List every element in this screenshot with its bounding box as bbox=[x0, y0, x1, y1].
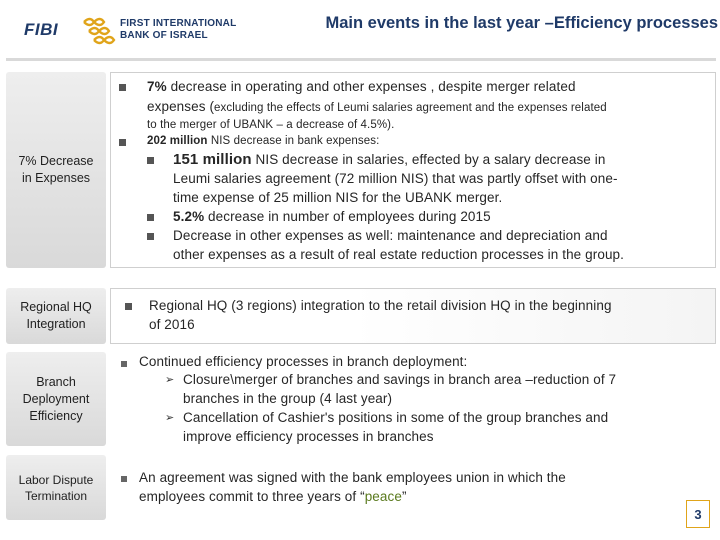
label-regional-line1: Regional HQ bbox=[20, 300, 92, 314]
regional-line1: Regional HQ (3 regions) integration to the retail division HQ in the beginning bbox=[149, 298, 612, 313]
branch-a2-line2: improve efficiency processes in branches bbox=[183, 429, 434, 444]
branch-a1-line1: Closure\merger of branches and savings in branch area –reduction of 7 bbox=[183, 372, 617, 387]
label-branch-deployment bbox=[6, 352, 106, 446]
content-expenses bbox=[110, 72, 716, 268]
branch-a1-line2: branches in the group (4 last year) bbox=[183, 391, 393, 406]
header bbox=[0, 0, 720, 60]
label-expenses bbox=[6, 72, 106, 268]
bank-name bbox=[120, 18, 236, 42]
expenses-s1-line2: Leumi salaries agreement (72 million NIS) that was partly offset with one- bbox=[173, 171, 618, 186]
expenses-s3-line1: Decrease in other expenses as well: maintenance and depreciation and bbox=[173, 228, 608, 243]
label-branch-text: Branch Deployment Efficiency bbox=[22, 374, 90, 423]
fibi-logo-icon bbox=[80, 14, 116, 48]
expenses-sub-2 bbox=[173, 208, 491, 227]
page-number: 3 bbox=[686, 500, 710, 528]
expenses-s1-bold: 151 million bbox=[173, 151, 252, 168]
expenses-b1-line2-main: expenses ( bbox=[147, 99, 215, 114]
labor-line2-post: ” bbox=[401, 489, 407, 504]
expenses-s1-line1: NIS decrease in salaries, effected by a salary decrease in bbox=[251, 152, 606, 167]
expenses-bullet-2 bbox=[147, 134, 379, 149]
content-regional-hq bbox=[110, 288, 716, 344]
label-labor-text: Labor Dispute Termination bbox=[18, 472, 94, 503]
bullet-square-icon bbox=[121, 476, 127, 482]
label-expenses-text: 7% Decrease in Expenses bbox=[18, 154, 94, 185]
branch-a2-line1: Cancellation of Cashier's positions in some of the group branches and bbox=[183, 410, 609, 425]
content-labor-dispute bbox=[110, 455, 716, 520]
expenses-s2-bold: 5.2% bbox=[173, 209, 205, 224]
bullet-square-icon bbox=[121, 361, 127, 367]
label-regional-hq-text bbox=[20, 299, 92, 333]
label-labor-dispute bbox=[6, 455, 106, 520]
regional-line2: of 2016 bbox=[149, 317, 195, 332]
expenses-sub-1 bbox=[173, 151, 605, 170]
header-divider bbox=[6, 58, 716, 61]
bullet-square-icon bbox=[119, 139, 126, 146]
expenses-s1-line3: time expense of 25 million NIS for the UBANK merger. bbox=[173, 190, 503, 205]
content-branch-deployment bbox=[110, 352, 716, 446]
bullet-square-icon bbox=[119, 84, 126, 91]
expenses-bullet-1 bbox=[147, 78, 712, 97]
label-regional-line2: Integration bbox=[26, 317, 86, 331]
fibi-logo-text: FIBI bbox=[24, 20, 59, 39]
arrow-bullet-icon: ➢ bbox=[165, 412, 175, 424]
label-regional-hq bbox=[6, 288, 106, 344]
expenses-b2-rest: NIS decrease in bank expenses: bbox=[207, 135, 380, 147]
expenses-b1-bold: 7% bbox=[147, 79, 167, 94]
expenses-b1-line1: decrease in operating and other expenses , despite merger related bbox=[166, 79, 576, 94]
page-title: Main events in the last year –Efficiency processes bbox=[325, 14, 718, 32]
branch-line1: Continued efficiency processes in branch deployment: bbox=[139, 354, 468, 369]
expenses-b2-bold: 202 million bbox=[147, 135, 208, 147]
arrow-bullet-icon: ➢ bbox=[165, 374, 175, 386]
labor-line2 bbox=[139, 488, 407, 507]
bank-name-line2: BANK OF ISRAEL bbox=[120, 30, 208, 41]
labor-line2-pre: employees commit to three years of “ bbox=[139, 489, 365, 504]
expenses-b1-line2 bbox=[147, 98, 712, 117]
expenses-s2-rest: decrease in number of employees during 2015 bbox=[204, 209, 491, 224]
expenses-b1-line2-small: excluding the effects of Leumi salaries agreement and the expenses related bbox=[214, 102, 607, 114]
bullet-square-icon bbox=[125, 303, 132, 310]
expenses-b1-line3: to the merger of UBANK – a decrease of 4.5%). bbox=[147, 119, 395, 131]
bullet-square-icon bbox=[147, 233, 154, 240]
bullet-square-icon bbox=[147, 157, 154, 164]
bank-name-line1: FIRST INTERNATIONAL bbox=[120, 18, 237, 29]
labor-peace-word: peace bbox=[364, 489, 402, 504]
expenses-s3-line2: other expenses as a result of real estate reduction processes in the group. bbox=[173, 247, 625, 262]
labor-line1: An agreement was signed with the bank employees union in which the bbox=[139, 470, 566, 485]
bullet-square-icon bbox=[147, 214, 154, 221]
